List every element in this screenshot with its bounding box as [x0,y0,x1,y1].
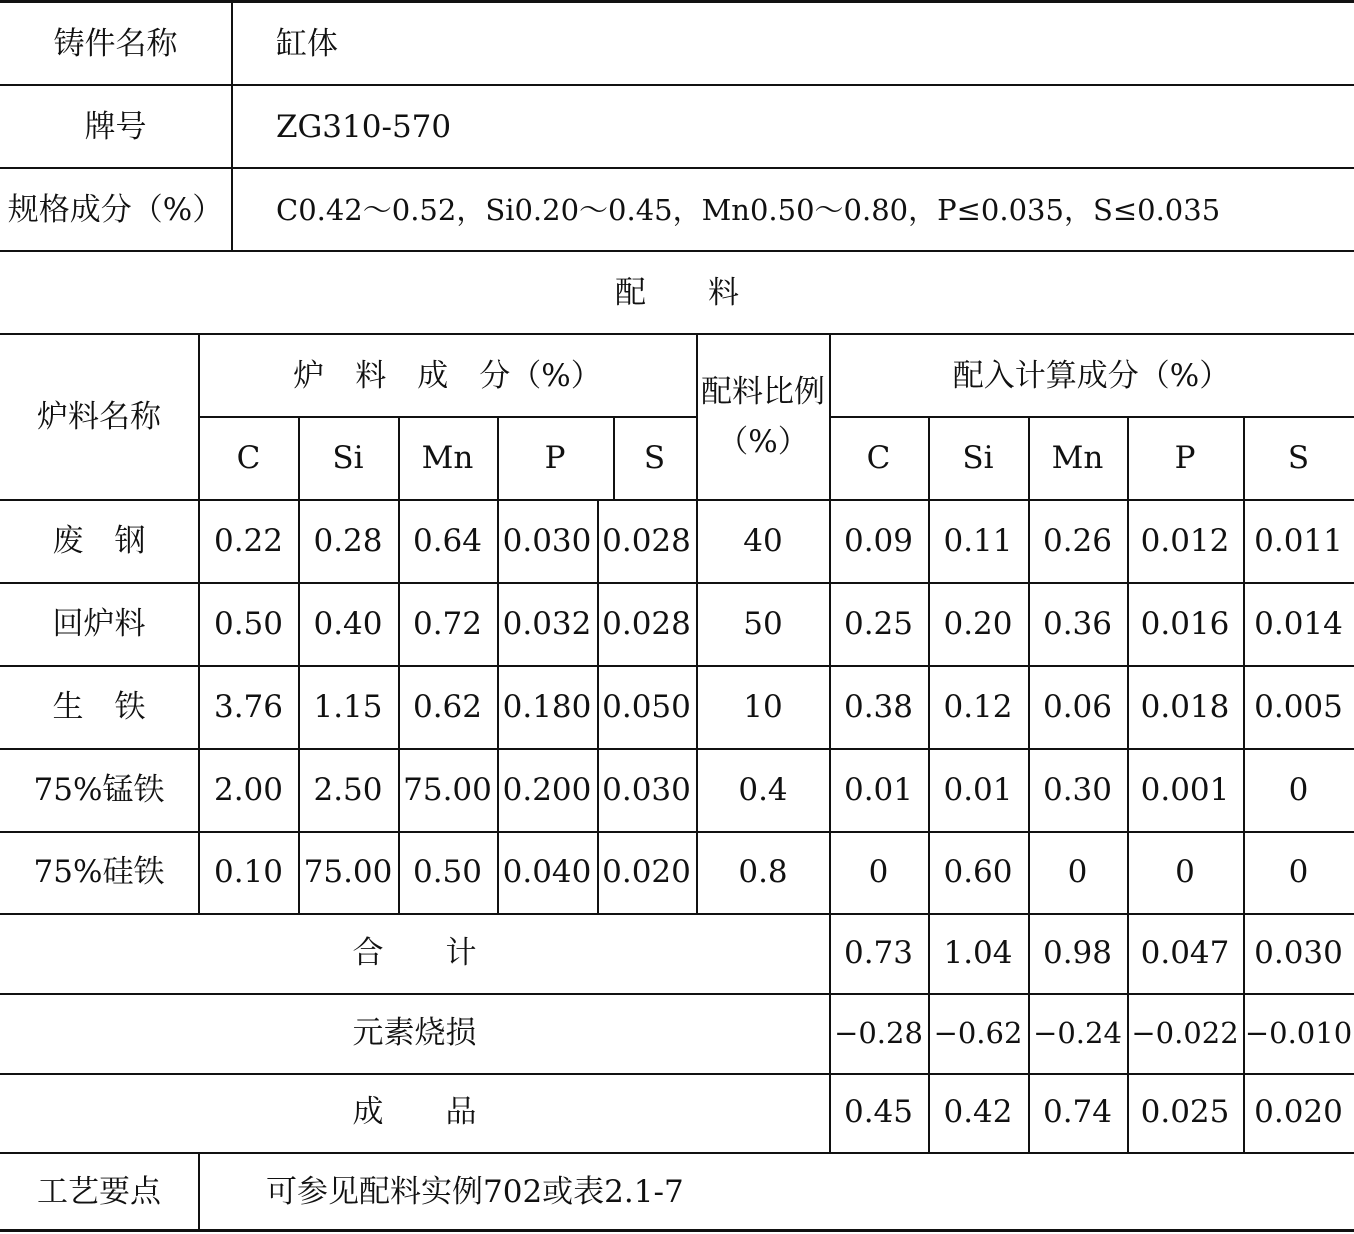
rule-v-mn [497,416,499,914]
row-calc-si: 0.11 [943,523,1013,559]
spec-label: 规格成分（%） [7,192,224,228]
summary-product-s: 0.020 [1254,1094,1343,1130]
summary-burnloss-label: 元素烧损 [352,1015,477,1051]
row-comp-s: 0.028 [602,523,691,559]
row-calc-c: 0.38 [843,689,914,725]
col-comp-s: S [643,440,666,476]
summary-burnloss-s: −0.010 [1244,1016,1353,1050]
row-comp-s: 0.020 [602,854,691,890]
row-comp-s: 0.030 [602,772,691,808]
row-comp-c: 0.22 [213,523,284,559]
summary-total-si: 1.04 [943,935,1013,971]
row-comp-c: 0.50 [213,606,284,642]
row-name: 75%硅铁 [33,854,165,890]
row-calc-p: 0.012 [1140,523,1230,559]
row-comp-p: 0.180 [502,689,592,725]
col-calc-p: P [1174,440,1196,476]
row-comp-p: 0.030 [502,523,592,559]
row-comp-c: 2.00 [213,772,284,808]
col-charge-composition: 炉 料 成 分（%） [293,358,602,394]
row-ratio: 0.8 [738,854,788,890]
row-comp-s: 0.050 [602,689,691,725]
footer-value: 可参见配料实例702或表2.1-7 [266,1174,684,1210]
row-comp-si: 75.00 [303,854,393,890]
row-comp-p: 0.040 [502,854,592,890]
summary-total-label: 合 计 [352,935,477,971]
row-calc-p: 0.018 [1140,689,1230,725]
footer-label: 工艺要点 [37,1174,161,1210]
row-ratio: 40 [743,523,783,559]
col-comp-si: Si [332,440,364,476]
summary-burnloss-si: −0.62 [933,1016,1023,1050]
row-comp-p: 0.032 [502,606,592,642]
row-calc-mn: 0.30 [1042,772,1113,808]
rule-h12 [0,993,1354,995]
rule-h9 [0,748,1354,750]
rule-h11 [0,913,1354,915]
rule-bottom [0,1229,1354,1232]
row-comp-si: 1.15 [313,689,383,725]
col-calc-composition: 配入计算成分（%） [952,358,1231,394]
summary-product-label: 成 品 [352,1094,477,1130]
col-comp-c: C [236,440,261,476]
casting-value: 缸体 [276,26,338,62]
row-ratio: 10 [743,689,783,725]
rule-h7 [0,582,1354,584]
grade-label: 牌号 [84,109,147,145]
row-calc-p: 0.001 [1140,772,1230,808]
summary-product-c: 0.45 [843,1094,914,1130]
row-calc-si: 0.12 [943,689,1013,725]
row-calc-si: 0.20 [943,606,1013,642]
rule-h5-partial-right [829,416,1354,418]
row-comp-mn: 0.64 [412,523,483,559]
row-calc-si: 0.60 [943,854,1013,890]
row-comp-s: 0.028 [602,606,691,642]
rule-h10 [0,831,1354,833]
row-calc-si: 0.01 [943,772,1013,808]
rule-h4 [0,333,1354,335]
rule-h14 [0,1152,1354,1154]
rule-v-si [398,416,400,914]
rule-v-footer [198,1152,200,1231]
summary-product-mn: 0.74 [1042,1094,1113,1130]
row-calc-p: 0 [1175,854,1195,890]
col-calc-s: S [1287,440,1310,476]
row-comp-c: 3.76 [213,689,284,725]
row-comp-c: 0.10 [213,854,284,890]
row-calc-s: 0.005 [1254,689,1343,725]
row-name: 生 铁 [52,689,146,725]
row-ratio: 50 [743,606,783,642]
casting-label: 铸件名称 [53,26,178,62]
row-calc-mn: 0.26 [1042,523,1113,559]
rule-v-header [231,0,233,251]
row-calc-c: 0.09 [843,523,914,559]
summary-total-c: 0.73 [843,935,914,971]
col-calc-c: C [866,440,891,476]
row-calc-mn: 0 [1067,854,1088,890]
row-comp-si: 0.28 [313,523,383,559]
row-calc-s: 0 [1288,772,1309,808]
row-calc-s: 0.014 [1254,606,1343,642]
row-calc-s: 0 [1288,854,1309,890]
row-comp-mn: 75.00 [403,772,492,808]
row-comp-mn: 0.62 [412,689,483,725]
summary-burnloss-p: −0.022 [1131,1016,1239,1050]
row-comp-si: 2.50 [313,772,383,808]
col-comp-mn: Mn [421,440,474,476]
summary-total-p: 0.047 [1140,935,1230,971]
rule-h5-partial-left [199,416,696,418]
summary-product-p: 0.025 [1140,1094,1230,1130]
col-charge-name: 炉料名称 [37,399,161,435]
row-comp-p: 0.200 [502,772,592,808]
summary-product-si: 0.42 [943,1094,1013,1130]
row-comp-mn: 0.50 [412,854,483,890]
section-title: 配 料 [615,275,739,311]
summary-total-mn: 0.98 [1042,935,1113,971]
col-ratio-line2: （%） [717,424,809,460]
summary-burnloss-c: −0.28 [834,1016,923,1050]
col-comp-p: P [544,440,566,476]
row-calc-p: 0.016 [1140,606,1230,642]
row-calc-c: 0.01 [843,772,914,808]
row-ratio: 0.4 [738,772,788,808]
rule-h2 [0,167,1354,169]
row-name: 废 钢 [52,523,146,559]
row-name: 回炉料 [52,606,146,642]
row-comp-mn: 0.72 [412,606,483,642]
rule-h8 [0,665,1354,667]
rule-h3 [0,250,1354,252]
row-calc-mn: 0.36 [1042,606,1113,642]
spec-value: C0.42～0.52，Si0.20～0.45，Mn0.50～0.80，P≤0.035，S≤0.035 [276,193,1221,227]
col-ratio-line1: 配料比例 [701,374,825,410]
rule-h13 [0,1073,1354,1075]
row-calc-mn: 0.06 [1042,689,1113,725]
rule-h6 [0,499,1354,501]
col-calc-mn: Mn [1051,440,1104,476]
row-calc-c: 0 [868,854,889,890]
grade-value: ZG310-570 [276,109,452,145]
row-calc-c: 0.25 [843,606,914,642]
rule-h1 [0,84,1354,86]
rule-v-c [298,416,300,914]
rule-top [0,0,1354,3]
row-comp-si: 0.40 [313,606,383,642]
row-calc-s: 0.011 [1254,523,1343,559]
summary-burnloss-mn: −0.24 [1033,1016,1122,1050]
col-calc-si: Si [962,440,994,476]
summary-total-s: 0.030 [1254,935,1343,971]
row-name: 75%锰铁 [33,772,165,808]
